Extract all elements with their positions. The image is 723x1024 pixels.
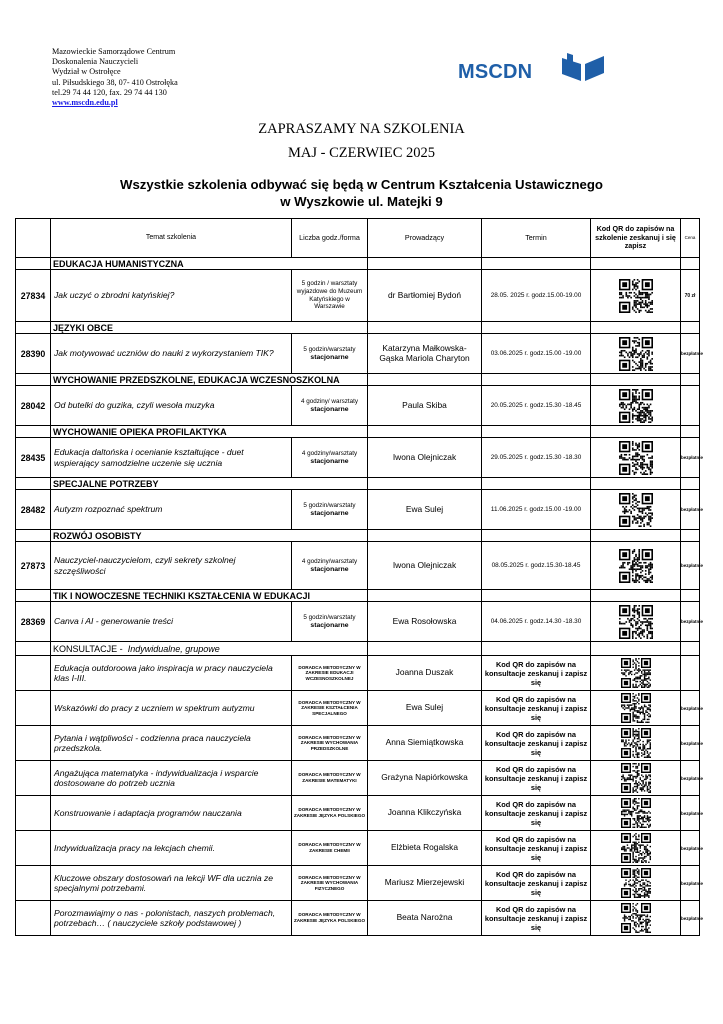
consult-advisor: DORADCA METODYCZNY W ZAKRESIE EDUKACJI WCZESNOSZKOLNEJ bbox=[292, 656, 368, 691]
consult-lead: Mariusz Mierzejewski bbox=[368, 866, 482, 901]
qr-cell[interactable] bbox=[591, 602, 681, 642]
consult-qr-text: Kod QR do zapisów na konsultacje zeskanuj i zapisz się bbox=[482, 691, 591, 726]
consult-price: bezpłatnie bbox=[681, 901, 700, 936]
form-type: stacjonarne bbox=[310, 509, 349, 517]
training-topic: Jak uczyć o zbrodni katyńskiej? bbox=[51, 270, 292, 322]
training-price: 70 zł bbox=[681, 270, 700, 322]
section-empty bbox=[591, 530, 681, 542]
venue-info bbox=[0, 176, 723, 210]
consult-row bbox=[16, 656, 700, 691]
org-line: Wydział w Ostrołęce bbox=[52, 67, 121, 77]
qr-code-icon[interactable] bbox=[619, 441, 653, 475]
consult-price: bezpłatnie bbox=[681, 691, 700, 726]
section-row bbox=[16, 258, 700, 270]
consult-topic: Konstruowanie i adaptacja programów nauczania bbox=[51, 796, 292, 831]
training-id: 28435 bbox=[16, 438, 51, 478]
training-topic: Canva i AI - generowanie treści bbox=[51, 602, 292, 642]
training-lead: Ewa Sulej bbox=[368, 490, 482, 530]
consult-topic: Kluczowe obszary dostosowań na lekcji WF dla ucznia ze specjalnymi potrzebami. bbox=[51, 866, 292, 901]
consult-qr-text: Kod QR do zapisów na konsultacje zeskanuj i zapisz się bbox=[482, 901, 591, 936]
consult-advisor: DORADCA METODYCZNY W ZAKRESIE WYCHOWANIA PRZEDSZKOLNE bbox=[292, 726, 368, 761]
training-lead: Paula Skiba bbox=[368, 386, 482, 426]
section-empty bbox=[368, 590, 482, 602]
section-empty bbox=[591, 590, 681, 602]
consult-price: bezpłatnie bbox=[681, 761, 700, 796]
training-form bbox=[292, 438, 368, 478]
consult-id-cell bbox=[16, 726, 51, 761]
page-period: MAJ - CZERWIEC 2025 bbox=[287, 145, 435, 161]
training-lead: dr Bartłomiej Bydoń bbox=[368, 270, 482, 322]
section-empty bbox=[591, 258, 681, 270]
consult-lead: Joanna Duszak bbox=[368, 656, 482, 691]
header-qr: Kod QR do zapisów na szkolenie zeskanuj i się zapisz bbox=[591, 219, 681, 258]
qr-code-icon[interactable] bbox=[621, 658, 651, 688]
header-term: Termin bbox=[482, 219, 591, 258]
consult-row bbox=[16, 831, 700, 866]
training-id: 28390 bbox=[16, 334, 51, 374]
training-topic: Od butelki do guzika, czyli wesoła muzyka bbox=[51, 386, 292, 426]
qr-cell[interactable] bbox=[591, 386, 681, 426]
section-id-cell bbox=[16, 530, 51, 542]
qr-cell[interactable] bbox=[591, 656, 681, 691]
section-title: ROZWÓJ OSOBISTY bbox=[51, 530, 368, 542]
form-text: 5 godzin/warsztaty bbox=[303, 501, 356, 509]
section-empty bbox=[591, 426, 681, 438]
consult-advisor: DORADCA METODYCZNY W ZAKRESIE KSZTAŁCENIA SPECJALNEGO bbox=[292, 691, 368, 726]
qr-cell[interactable] bbox=[591, 334, 681, 374]
header-price: Cena bbox=[681, 219, 700, 258]
form-type: stacjonarne bbox=[310, 457, 349, 465]
consult-advisor: DORADCA METODYCZNY W ZAKRESIE JĘZYKA POLSKIEGO bbox=[292, 901, 368, 936]
consult-id-cell bbox=[16, 796, 51, 831]
consult-qr-text: Kod QR do zapisów na konsultacje zeskanuj i zapisz się bbox=[482, 796, 591, 831]
org-line: Doskonalenia Nauczycieli bbox=[52, 57, 139, 67]
training-lead: Katarzyna Małkowska- Gąska Mariola Charyton bbox=[368, 334, 482, 374]
section-empty bbox=[591, 374, 681, 386]
organization-address bbox=[52, 47, 178, 108]
training-price: bezpłatnie bbox=[681, 542, 700, 590]
qr-code-icon[interactable] bbox=[619, 389, 653, 423]
training-row bbox=[16, 542, 700, 590]
consult-topic: Wskazówki do pracy z uczniem w spektrum autyzmu bbox=[51, 691, 292, 726]
consult-lead: Grażyna Napiórkowska bbox=[368, 761, 482, 796]
qr-code-icon[interactable] bbox=[619, 279, 653, 313]
training-lead: Iwona Olejniczak bbox=[368, 542, 482, 590]
section-row bbox=[16, 590, 700, 602]
consult-id-cell bbox=[16, 901, 51, 936]
section-row bbox=[16, 426, 700, 438]
section-empty bbox=[482, 642, 591, 656]
qr-cell[interactable] bbox=[591, 901, 681, 936]
org-line: Mazowieckie Samorządowe Centrum bbox=[52, 47, 176, 56]
consult-id-cell bbox=[16, 691, 51, 726]
consult-row bbox=[16, 761, 700, 796]
qr-cell[interactable] bbox=[591, 761, 681, 796]
website-link[interactable]: www.mscdn.edu.pl bbox=[52, 98, 118, 108]
form-type: stacjonarne bbox=[310, 621, 349, 629]
consult-row bbox=[16, 901, 700, 936]
form-text: 5 godzin/warsztaty bbox=[303, 613, 356, 621]
section-title: WYCHOWANIE OPIEKA PROFILAKTYKA bbox=[51, 426, 368, 438]
form-text: 4 godziny/warsztaty bbox=[301, 557, 358, 565]
consult-row bbox=[16, 796, 700, 831]
consult-title: KONSULTACJE - bbox=[53, 643, 123, 654]
qr-code-icon[interactable] bbox=[619, 493, 653, 527]
training-id: 27873 bbox=[16, 542, 51, 590]
training-form bbox=[292, 270, 368, 322]
consult-section-title bbox=[51, 642, 368, 656]
org-line: ul. Piłsudskiego 38, 07- 410 Ostrołęka bbox=[52, 77, 178, 87]
section-empty bbox=[482, 478, 591, 490]
qr-code-icon[interactable] bbox=[621, 798, 651, 828]
form-type: stacjonarne bbox=[310, 405, 349, 413]
section-title: TIK I NOWOCZESNE TECHNIKI KSZTAŁCENIA W EDUKACJI bbox=[51, 590, 368, 602]
section-empty bbox=[482, 426, 591, 438]
training-term: 11.06.2025 r. godz.15.00 -19.00 bbox=[482, 490, 591, 530]
consult-qr-text: Kod QR do zapisów na konsultacje zeskanuj i zapisz się bbox=[482, 726, 591, 761]
training-row bbox=[16, 334, 700, 374]
section-empty bbox=[681, 426, 700, 438]
section-id-cell bbox=[16, 322, 51, 334]
qr-code-icon[interactable] bbox=[619, 549, 653, 583]
section-id-cell bbox=[16, 590, 51, 602]
form-text: 5 godzin / warsztaty wyjazdowe do Muzeum Katyńskiego w Warszawie bbox=[296, 280, 363, 311]
consult-lead: Ewa Sulej bbox=[368, 691, 482, 726]
training-term: 20.05.2025 r. godz.15.30 -18.45 bbox=[482, 386, 591, 426]
training-topic: Autyzm rozpoznać spektrum bbox=[51, 490, 292, 530]
section-empty bbox=[482, 530, 591, 542]
page-title: ZAPRASZAMY NA SZKOLENIA bbox=[258, 121, 465, 137]
qr-code-icon[interactable] bbox=[621, 868, 651, 898]
section-empty bbox=[681, 322, 700, 334]
training-table bbox=[15, 218, 704, 936]
training-term: 29.05.2025 r. godz.15.30 -18.30 bbox=[482, 438, 591, 478]
header-id bbox=[16, 219, 51, 258]
section-empty bbox=[681, 530, 700, 542]
training-price: bezpłatnie bbox=[681, 438, 700, 478]
training-id: 28042 bbox=[16, 386, 51, 426]
section-empty bbox=[368, 478, 482, 490]
training-form bbox=[292, 334, 368, 374]
training-topic: Nauczyciel-nauczycielom, czyli sekrety szkolnej szczęśliwości bbox=[51, 542, 292, 590]
training-row bbox=[16, 438, 700, 478]
section-title: JĘZYKI OBCE bbox=[51, 322, 368, 334]
consult-lead: Beata Narożna bbox=[368, 901, 482, 936]
training-term: 28.05. 2025 r. godz.15.00-19.00 bbox=[482, 270, 591, 322]
header-topic: Temat szkolenia bbox=[51, 219, 292, 258]
section-empty bbox=[368, 642, 482, 656]
section-empty bbox=[591, 642, 681, 656]
section-id-cell bbox=[16, 374, 51, 386]
section-empty bbox=[482, 258, 591, 270]
training-price bbox=[681, 386, 700, 426]
section-empty bbox=[482, 590, 591, 602]
section-empty bbox=[681, 642, 700, 656]
training-form bbox=[292, 490, 368, 530]
training-form bbox=[292, 542, 368, 590]
section-title: EDUKACJA HUMANISTYCZNA bbox=[51, 258, 368, 270]
qr-cell[interactable] bbox=[591, 542, 681, 590]
section-title: SPECJALNE POTRZEBY bbox=[51, 478, 368, 490]
training-lead: Ewa Rosołowska bbox=[368, 602, 482, 642]
consult-price bbox=[681, 656, 700, 691]
consult-lead: Anna Siemiątkowska bbox=[368, 726, 482, 761]
consult-id-cell bbox=[16, 831, 51, 866]
training-form bbox=[292, 386, 368, 426]
qr-code-icon[interactable] bbox=[621, 833, 651, 863]
section-empty bbox=[368, 426, 482, 438]
consult-id-cell bbox=[16, 761, 51, 796]
training-id: 27834 bbox=[16, 270, 51, 322]
section-empty bbox=[368, 322, 482, 334]
training-id: 28369 bbox=[16, 602, 51, 642]
section-empty bbox=[368, 530, 482, 542]
consult-row bbox=[16, 726, 700, 761]
logo-text: MSCDN bbox=[458, 61, 533, 83]
section-empty bbox=[681, 374, 700, 386]
form-type: stacjonarne bbox=[310, 353, 349, 361]
section-empty bbox=[681, 590, 700, 602]
qr-code-icon[interactable] bbox=[619, 605, 653, 639]
training-lead: Iwona Olejniczak bbox=[368, 438, 482, 478]
consult-lead: Joanna Klikczyńska bbox=[368, 796, 482, 831]
mscdn-logo bbox=[458, 52, 608, 86]
qr-code-icon[interactable] bbox=[621, 763, 651, 793]
section-empty bbox=[368, 258, 482, 270]
qr-code-icon[interactable] bbox=[619, 337, 653, 371]
consult-price: bezpłatnie bbox=[681, 831, 700, 866]
section-id-cell bbox=[16, 478, 51, 490]
training-row bbox=[16, 386, 700, 426]
book-logo-icon bbox=[559, 52, 607, 82]
venue-line: Wszystkie szkolenia odbywać się będą w Centrum Kształcenia Ustawicznego bbox=[120, 177, 603, 192]
training-price: bezpłatnie bbox=[681, 602, 700, 642]
training-topic: Edukacja daltońska i ocenianie kształtujące - duet wspierający samodzielne uczenie się ucznia bbox=[51, 438, 292, 478]
consult-id-cell bbox=[16, 656, 51, 691]
form-type: stacjonarne bbox=[310, 565, 349, 573]
consult-subtitle: Indywidualne, grupowe bbox=[127, 643, 220, 654]
consult-advisor: DORADCA METODYCZNY W ZAKRESIE WYCHOWANIA FIZYCZNEGO bbox=[292, 866, 368, 901]
section-empty bbox=[681, 258, 700, 270]
qr-cell[interactable] bbox=[591, 490, 681, 530]
consult-row bbox=[16, 691, 700, 726]
org-line: tel.29 74 44 120, fax. 29 74 44 130 bbox=[52, 87, 167, 97]
consult-topic: Angażująca matematyka - indywidualizacja i wsparcie dostosowane do potrzeb ucznia bbox=[51, 761, 292, 796]
training-topic: Jak motywować uczniów do nauki z wykorzystaniem TIK? bbox=[51, 334, 292, 374]
training-term: 03.06.2025 r. godz.15.00 -19.00 bbox=[482, 334, 591, 374]
form-text: 4 godziny/warsztaty bbox=[301, 449, 358, 457]
qr-cell[interactable] bbox=[591, 831, 681, 866]
header-form: Liczba godz./forma bbox=[292, 219, 368, 258]
consult-price: bezpłatnie bbox=[681, 866, 700, 901]
consult-price: bezpłatnie bbox=[681, 796, 700, 831]
section-empty bbox=[482, 322, 591, 334]
qr-cell[interactable] bbox=[591, 691, 681, 726]
section-empty bbox=[482, 374, 591, 386]
consult-qr-text: Kod QR do zapisów na konsultacje zeskanuj i zapisz się bbox=[482, 761, 591, 796]
consult-lead: Elżbieta Rogalska bbox=[368, 831, 482, 866]
consult-id-cell bbox=[16, 866, 51, 901]
training-id: 28482 bbox=[16, 490, 51, 530]
qr-code-icon[interactable] bbox=[621, 693, 651, 723]
consult-topic: Indywidualizacja pracy na lekcjach chemii. bbox=[51, 831, 292, 866]
section-id-cell bbox=[16, 258, 51, 270]
consult-topic: Pytania i wątpliwości - codzienna praca nauczyciela przedszkola. bbox=[51, 726, 292, 761]
section-row bbox=[16, 478, 700, 490]
section-row bbox=[16, 530, 700, 542]
training-row bbox=[16, 490, 700, 530]
consult-advisor: DORADCA METODYCZNY W ZAKRESIE MATEMATYKI bbox=[292, 761, 368, 796]
section-id-cell bbox=[16, 642, 51, 656]
qr-cell[interactable] bbox=[591, 438, 681, 478]
training-price: bezpłatnie bbox=[681, 490, 700, 530]
section-id-cell bbox=[16, 426, 51, 438]
training-term: 08.05.2025 r. godz.15.30-18.45 bbox=[482, 542, 591, 590]
qr-code-icon[interactable] bbox=[621, 903, 651, 933]
qr-cell[interactable] bbox=[591, 726, 681, 761]
consult-qr-text: Kod QR do zapisów na konsultacje zeskanuj i zapisz się bbox=[482, 831, 591, 866]
consult-advisor: DORADCA METODYCZNY W ZAKRESIE CHEMII bbox=[292, 831, 368, 866]
qr-cell[interactable] bbox=[591, 270, 681, 322]
training-form bbox=[292, 602, 368, 642]
section-empty bbox=[681, 478, 700, 490]
form-text: 5 godzin/warsztaty bbox=[303, 345, 356, 353]
consult-qr-text: Kod QR do zapisów na konsultacje zeskanuj i zapisz się bbox=[482, 656, 591, 691]
consult-section-row bbox=[16, 642, 700, 656]
venue-address: w Wyszkowie ul. Matejki 9 bbox=[280, 194, 443, 209]
consult-topic: Edukacja outdoroowa jako inspiracja w pracy nauczyciela klas I-III. bbox=[51, 656, 292, 691]
consult-topic: Porozmawiajmy o nas - polonistach, naszych problemach, potrzebach… ( nauczyciele szkoły podstawowej ) bbox=[51, 901, 292, 936]
qr-cell[interactable] bbox=[591, 796, 681, 831]
training-price: bezpłatnie bbox=[681, 334, 700, 374]
form-text: 4 godziny/ warsztaty bbox=[300, 397, 359, 405]
qr-code-icon[interactable] bbox=[621, 728, 651, 758]
consult-qr-text: Kod QR do zapisów na konsultacje zeskanuj i zapisz się bbox=[482, 866, 591, 901]
consult-row bbox=[16, 866, 700, 901]
section-row bbox=[16, 322, 700, 334]
training-row bbox=[16, 602, 700, 642]
consult-price: bezpłatnie bbox=[681, 726, 700, 761]
section-row bbox=[16, 374, 700, 386]
section-title: WYCHOWANIE PRZEDSZKOLNE, EDUKACJA WCZESNOSZKOLNA bbox=[51, 374, 368, 386]
training-row bbox=[16, 270, 700, 322]
header-lead: Prowadzący bbox=[368, 219, 482, 258]
training-term: 04.06.2025 r. godz.14.30 -18.30 bbox=[482, 602, 591, 642]
qr-cell[interactable] bbox=[591, 866, 681, 901]
section-empty bbox=[591, 478, 681, 490]
section-empty bbox=[368, 374, 482, 386]
section-empty bbox=[591, 322, 681, 334]
consult-advisor: DORADCA METODYCZNY W ZAKRESIE JĘZYKA POLSKIEGO bbox=[292, 796, 368, 831]
table-header-row bbox=[16, 219, 700, 258]
